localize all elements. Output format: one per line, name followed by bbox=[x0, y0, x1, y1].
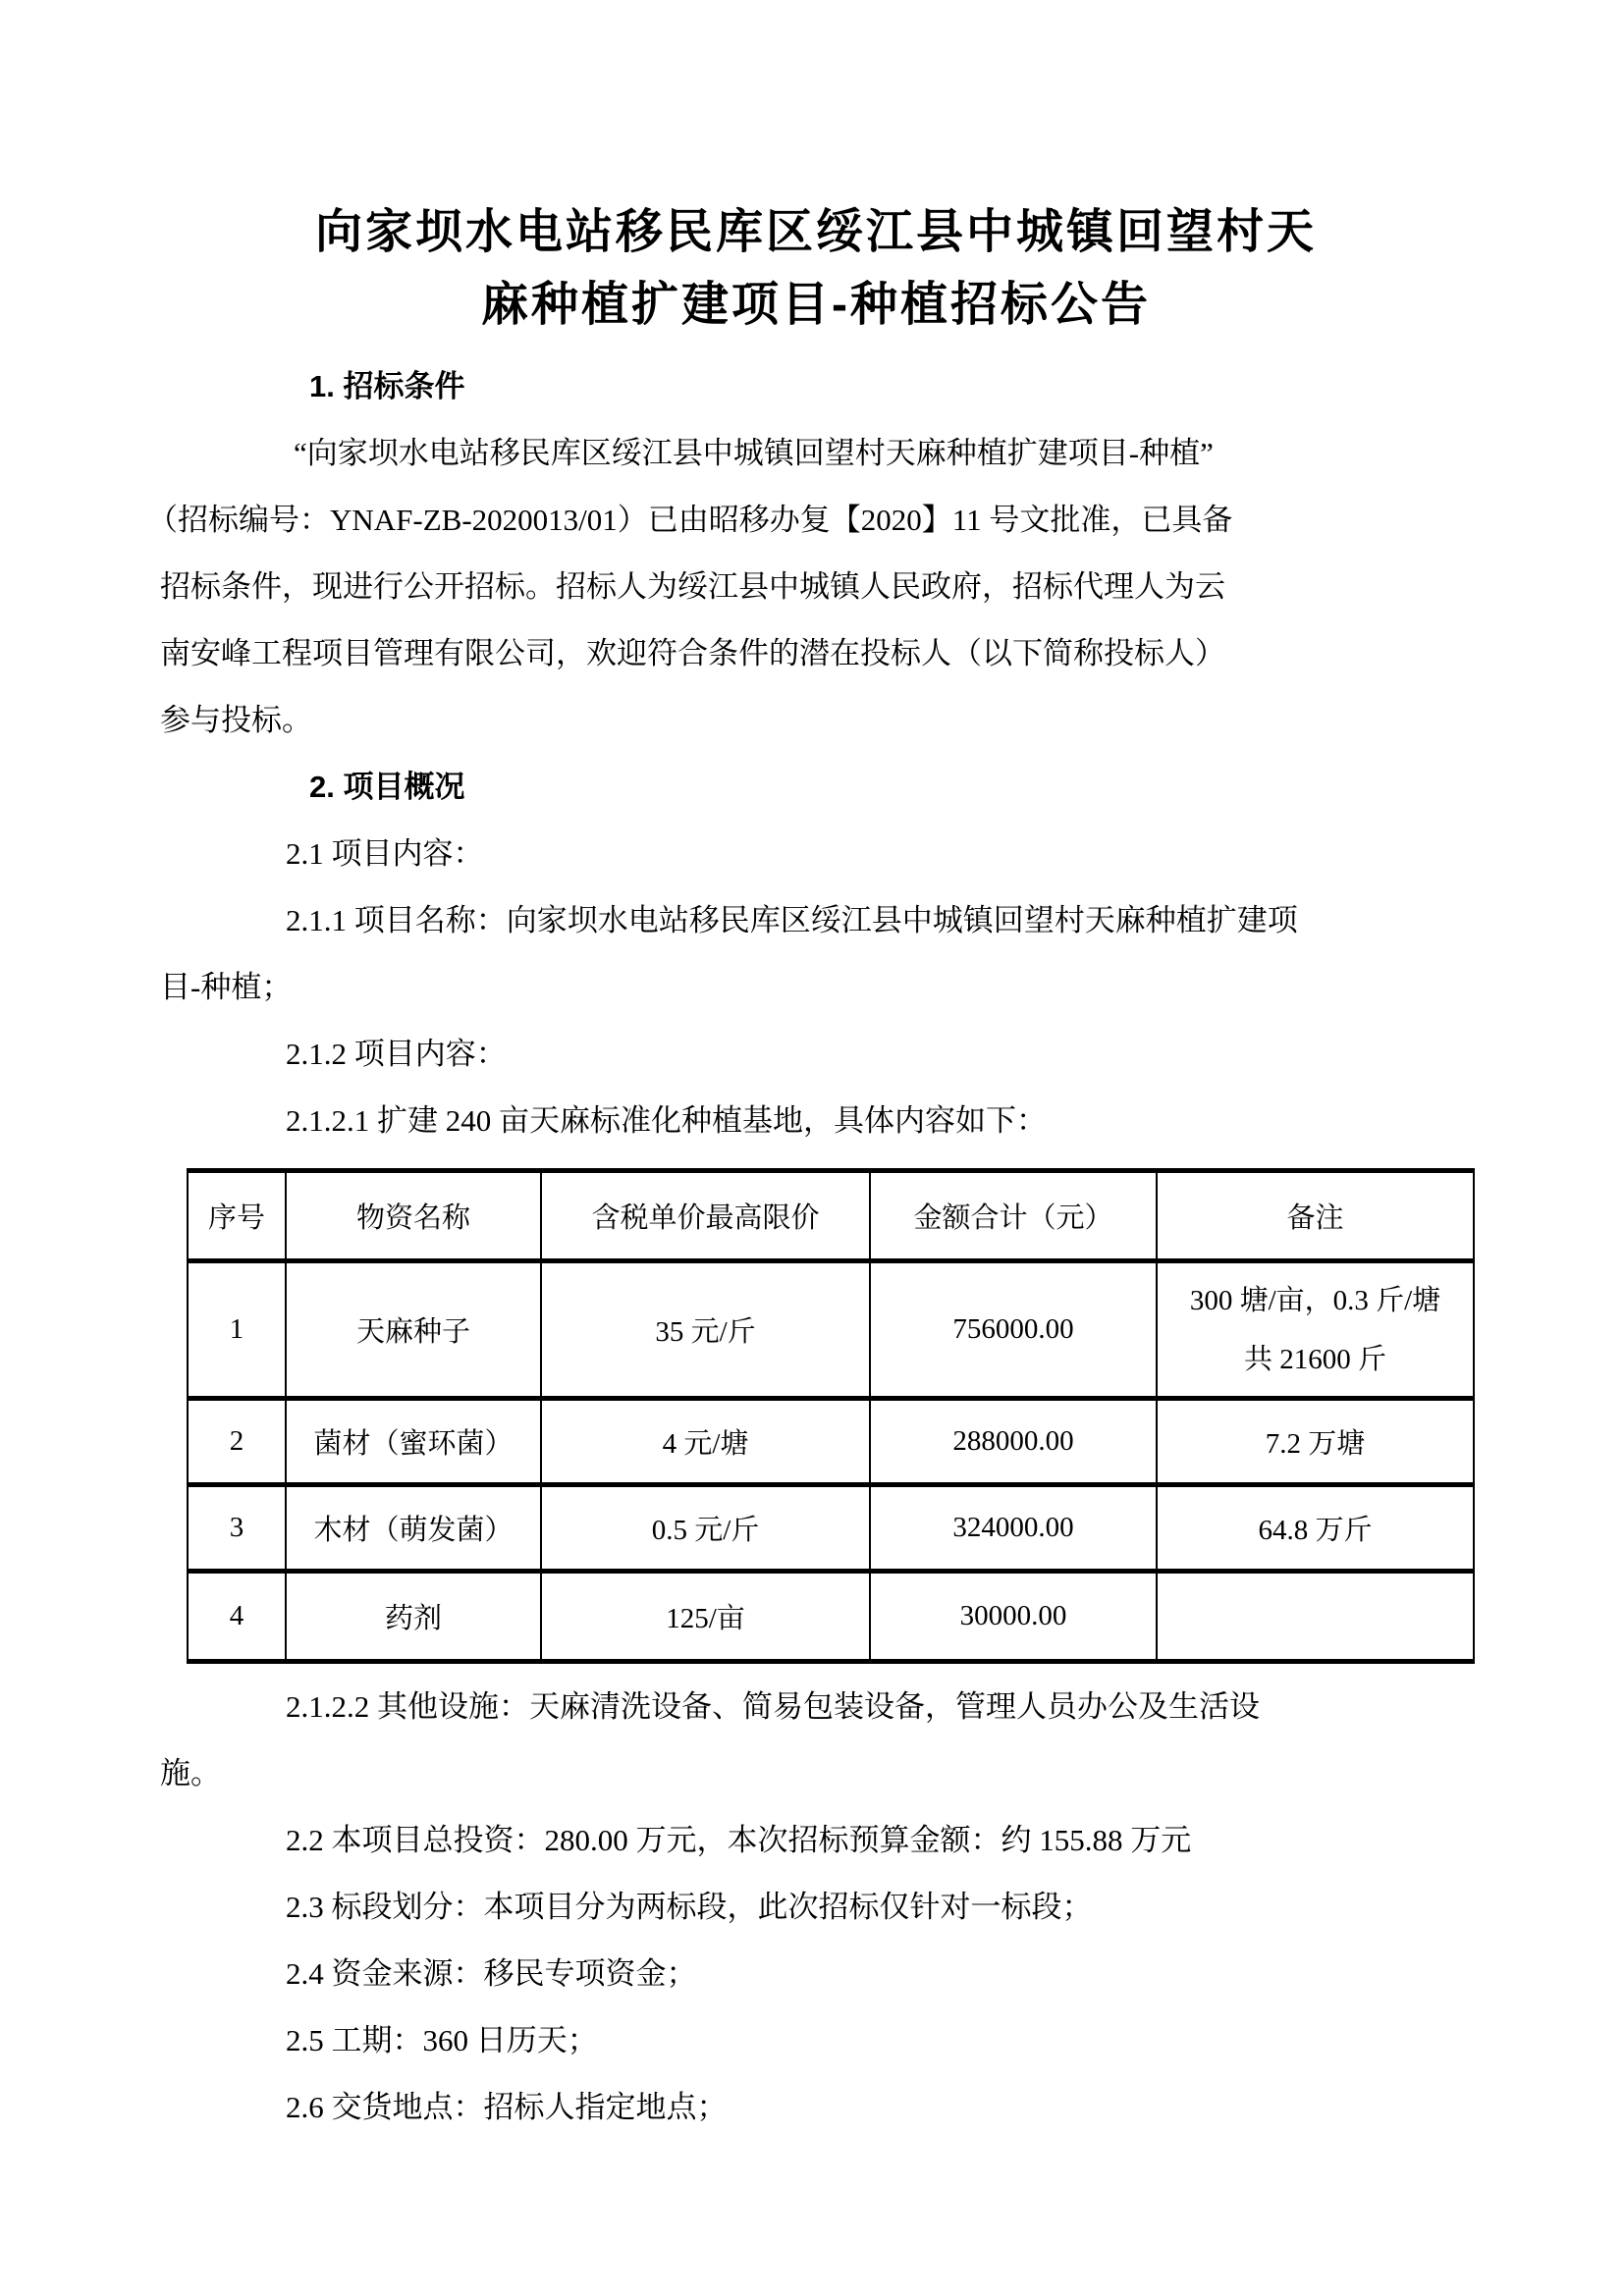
cell-remark bbox=[1157, 1261, 1474, 1399]
cell-remark-line1: 300 塘/亩，0.3 斤/塘 bbox=[1189, 1284, 1441, 1316]
item-2-6: 2.6 交货地点：招标人指定地点； bbox=[286, 2090, 728, 2124]
item-2-1-1-line2: 目-种植； bbox=[160, 970, 293, 1004]
cell-material-name: 菌材（蜜环菌） bbox=[286, 1399, 541, 1485]
col-header-index: 序号 bbox=[188, 1171, 286, 1261]
table-row bbox=[188, 1572, 1474, 1662]
item-2-1-2-2-line1: 2.1.2.2 其他设施：天麻清洗设备、简易包装设备，管理人员办公及生活设 bbox=[286, 1689, 1260, 1724]
cell-remark: 7.2 万塘 bbox=[1157, 1399, 1474, 1485]
cell-total-amount: 30000.00 bbox=[870, 1572, 1157, 1662]
cell-max-unit-price: 35 元/斤 bbox=[541, 1261, 870, 1399]
item-2-4: 2.4 资金来源：移民专项资金； bbox=[286, 1956, 697, 1991]
col-header-remark: 备注 bbox=[1157, 1171, 1474, 1261]
cell-remark bbox=[1157, 1572, 1474, 1662]
cell-max-unit-price: 0.5 元/斤 bbox=[541, 1485, 870, 1572]
table-row bbox=[188, 1399, 1474, 1485]
cell-material-name: 木材（萌发菌） bbox=[286, 1485, 541, 1572]
item-2-3: 2.3 标段划分：本项目分为两标段，此次招标仅针对一标段； bbox=[286, 1890, 1093, 1924]
col-header-total-amount: 金额合计（元） bbox=[870, 1171, 1157, 1261]
col-header-material-name: 物资名称 bbox=[286, 1171, 541, 1261]
cell-remark: 64.8 万斤 bbox=[1157, 1485, 1474, 1572]
item-2-1-1-line1: 2.1.1 项目名称：向家坝水电站移民库区绥江县中城镇回望村天麻种植扩建项 bbox=[286, 903, 1298, 937]
item-2-1-2-2-line2: 施。 bbox=[160, 1756, 221, 1790]
item-2-2: 2.2 本项目总投资：280.00 万元，本次招标预算金额：约 155.88 万元 bbox=[286, 1823, 1192, 1857]
cell-remark-line2: 共 21600 斤 bbox=[1243, 1343, 1386, 1375]
col-header-max-unit-price: 含税单价最高限价 bbox=[541, 1171, 870, 1261]
document-title-line2: 麻种植扩建项目-种植招标公告 bbox=[481, 279, 1151, 331]
item-2-5: 2.5 工期：360 日历天； bbox=[286, 2023, 598, 2057]
item-2-1-2: 2.1.2 项目内容： bbox=[286, 1037, 507, 1071]
item-2-1-2-1: 2.1.2.1 扩建 240 亩天麻标准化种植基地，具体内容如下： bbox=[286, 1103, 1047, 1138]
heading-bid-conditions: 1. 招标条件 bbox=[309, 369, 465, 403]
item-2-1: 2.1 项目内容： bbox=[286, 836, 484, 871]
table-row bbox=[188, 1485, 1474, 1572]
bid-conditions-line-3: 招标条件，现进行公开招标。招标人为绥江县中城镇人民政府，招标代理人为云 bbox=[160, 569, 1225, 604]
bid-conditions-line-1: “向家坝水电站移民库区绥江县中城镇回望村天麻种植扩建项目-种植” bbox=[294, 436, 1214, 470]
cell-material-name: 天麻种子 bbox=[286, 1261, 541, 1399]
bid-conditions-line-2: （招标编号：YNAF-ZB-2020013/01）已由昭移办复【2020】11 号文批准，已具备 bbox=[147, 503, 1233, 537]
bid-conditions-line-4: 南安峰工程项目管理有限公司，欢迎符合条件的潜在投标人（以下简称投标人） bbox=[160, 636, 1225, 670]
heading-project-overview: 2. 项目概况 bbox=[309, 770, 465, 804]
cell-total-amount: 756000.00 bbox=[870, 1261, 1157, 1399]
cell-max-unit-price: 125/亩 bbox=[541, 1572, 870, 1662]
cell-max-unit-price: 4 元/塘 bbox=[541, 1399, 870, 1485]
cell-material-name: 药剂 bbox=[286, 1572, 541, 1662]
cell-index: 3 bbox=[188, 1485, 286, 1572]
cell-index: 1 bbox=[188, 1261, 286, 1399]
bid-conditions-line-5: 参与投标。 bbox=[160, 703, 312, 737]
document-title bbox=[160, 196, 1472, 342]
goods-table bbox=[187, 1168, 1475, 1664]
table-row bbox=[188, 1261, 1474, 1399]
goods-table-header-row bbox=[188, 1171, 1474, 1261]
cell-index: 2 bbox=[188, 1399, 286, 1485]
cell-total-amount: 324000.00 bbox=[870, 1485, 1157, 1572]
cell-index: 4 bbox=[188, 1572, 286, 1662]
cell-total-amount: 288000.00 bbox=[870, 1399, 1157, 1485]
document-title-line1: 向家坝水电站移民库区绥江县中城镇回望村天 bbox=[314, 206, 1317, 258]
